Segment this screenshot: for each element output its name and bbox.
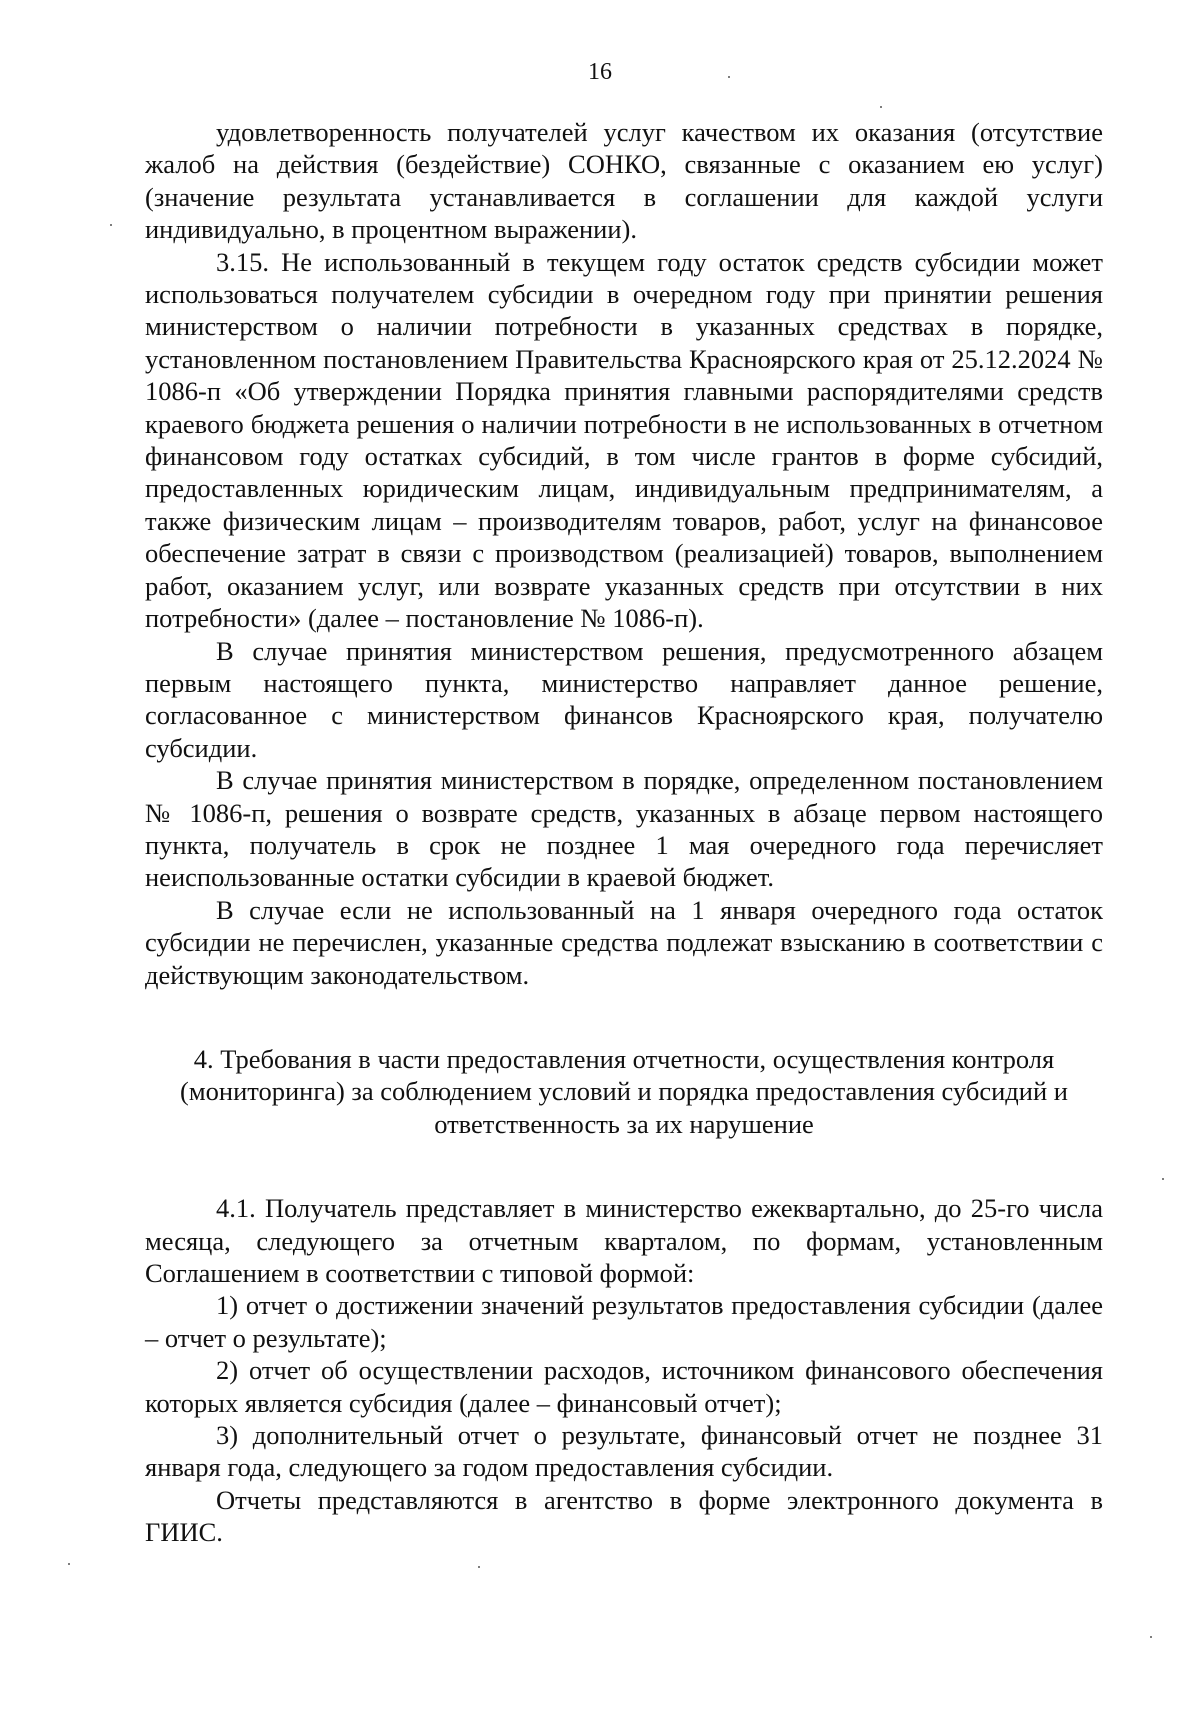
scan-speck [68, 1563, 70, 1565]
scan-speck [478, 1566, 480, 1568]
section-4-heading-line-1: 4. Требования в части предоставления отчетности, осуществления контроля [193, 1043, 1055, 1074]
scan-speck [880, 106, 882, 108]
paragraph-4-1: 4.1. Получатель представляет в министерство ежеквартально, до 25-го числа месяца, следующего за отчетным кварталом, по формам, установленным Соглашением в соответствии с типовой формой: [145, 1193, 1103, 1288]
section-4-heading-line-2: (мониторинга) за соблюдением условий и порядка предоставления субсидий и [180, 1076, 1068, 1107]
scan-speck [1162, 1178, 1164, 1180]
list-item-financial-report: 2) отчет об осуществлении расходов, источником финансового обеспечения которых является субсидия (далее – финансовый отчет); [145, 1355, 1103, 1418]
list-item-report-result: 1) отчет о достижении значений результатов предоставления субсидии (далее – отчет о результате); [145, 1290, 1103, 1353]
list-item-additional-report: 3) дополнительный отчет о результате, финансовый отчет не позднее 31 января года, следующего за годом предоставления субсидии. [145, 1420, 1103, 1483]
scan-speck [110, 224, 112, 226]
document-body [145, 116, 1103, 1549]
section-4-heading [145, 1043, 1103, 1140]
paragraph-recovery: В случае если не использованный на 1 января очередного года остаток субсидии не перечислен, указанные средства подлежат взысканию в соответствии с действующим законодательством. [145, 894, 1103, 990]
scan-speck [728, 76, 730, 78]
page-number: 16 [588, 59, 612, 85]
scan-speck [1150, 1636, 1152, 1638]
paragraph-result-satisfaction: удовлетворенность получателей услуг качеством их оказания (отсутствие жалоб на действия (бездействие) СОНКО, связанные с оказанием ею услуг) (значение результата устанавливается в соглашении для каждой услуги индивидуально, в процентном выражении). [145, 117, 1103, 245]
paragraph-return-decision: В случае принятия министерством в порядке, определенном постановлением № 1086-п, решения о возврате средств, указанных в абзаце первом настоящего пункта, получатель в срок не позднее 1 мая очередного года перечисляет неиспользованные остатки субсидии в краевой бюджет. [145, 765, 1103, 893]
paragraph-reports-submission: Отчеты представляются в агентство в форме электронного документа в ГИИС. [145, 1484, 1103, 1548]
paragraph-ministry-decision: В случае принятия министерством решения, предусмотренного абзацем первым настоящего пункта, министерство направляет данное решение, согласованное с министерством финансов Красноярского края, получателю субсидии. [145, 635, 1103, 763]
paragraph-3-15: 3.15. Не использованный в текущем году остаток средств субсидии может использоваться получателем субсидии в очередном году при принятии решения министерством о наличии потребности в указанных средствах в порядке, установленном постановлением Правительства Красноярского края от 25.12.2024 № 1086-п «Об утверждении Порядка принятия главными распорядителями средств краевого бюджета решения о наличии потребности в не использованных в отчетном финансовом году остатках субсидий, в том числе грантов в форме субсидий, предоставленных юридическим лицам, индивидуальным предпринимателям, а также физическим лицам – производителям товаров, работ, услуг на финансовое обеспечение затрат в связи с производством (реализацией) товаров, выполнением работ, оказанием услуг, или возврате указанных средств при отсутствии в них потребности» (далее – постановление № 1086-п). [145, 246, 1103, 634]
section-4-heading-line-3: ответственность за их нарушение [434, 1108, 814, 1139]
